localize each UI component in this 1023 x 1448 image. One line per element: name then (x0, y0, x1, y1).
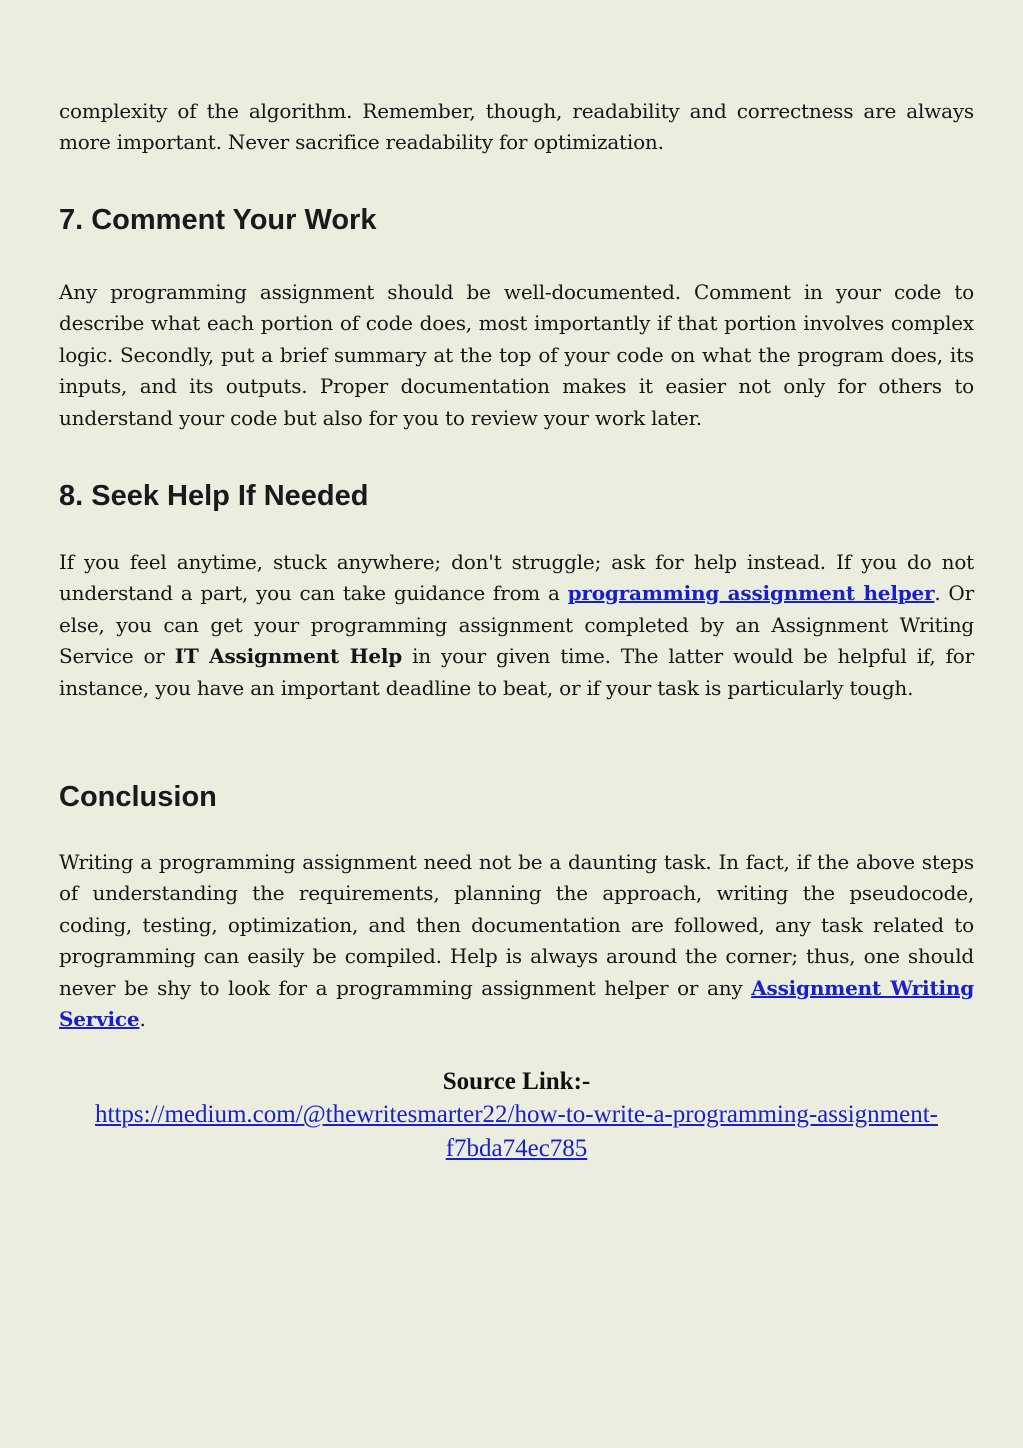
conclusion-paragraph (59, 847, 974, 1035)
programming-assignment-helper-link[interactable]: programming assignment helper (567, 581, 935, 606)
source-url-link-line-1[interactable]: https://medium.com/@thewritesmarter22/how-to-write-a-programming-assignment- (95, 1101, 938, 1128)
assignment-writing-service-link[interactable]: Assignment Writing Service (59, 975, 975, 1032)
source-link-label: Source Link:- (442, 1068, 591, 1095)
section-8-text-1: If you feel anytime, stuck anywhere; don't struggle; ask for help instead. If you do not understand a part, you can take guidance from a (59, 550, 974, 606)
source-url-link-line-2[interactable]: f7bda74ec785 (445, 1135, 588, 1162)
intro-paragraph: complexity of the algorithm. Remember, though, readability and correctness are always more important. Never sacrifice readability for optimization. (59, 99, 974, 155)
section-8-paragraph (59, 547, 974, 704)
section-7-heading: 7. Comment Your Work (59, 204, 377, 236)
source-url-block (59, 1098, 974, 1166)
section-8-text-2: . Or else, you can get your programming assignment completed by an Assignment Writing Service or (59, 581, 974, 669)
conclusion-text: Writing a programming assignment need not be a daunting task. In fact, if the above steps of understanding the requirements, planning the approach, writing the pseudocode, coding, testing, optimization, and then documentation are followed, any task related to programming can easily be compiled. Help is always around the corner; thus, one should never be shy to look for a programming assignment helper or any (59, 850, 974, 1000)
source-section (59, 1068, 974, 1166)
section-8-text-3: in your given time. The latter would be helpful if, for instance, you have an important deadline to beat, or if your task is particularly tough. (59, 644, 975, 700)
section-8-heading: 8. Seek Help If Needed (59, 480, 369, 512)
conclusion-text-end: . (139, 1007, 146, 1032)
section-7-paragraph: Any programming assignment should be well-documented. Comment in your code to describe what each portion of code does, most importantly if that portion involves complex logic. Secondly, put a brief summary at the top of your code on what the program does, its inputs, and its outputs. Proper documentation makes it easier not only for others to understand your code but also for you to review your work later. (59, 280, 974, 430)
conclusion-heading: Conclusion (59, 781, 217, 813)
it-assignment-help-bold: IT Assignment Help (174, 644, 403, 669)
